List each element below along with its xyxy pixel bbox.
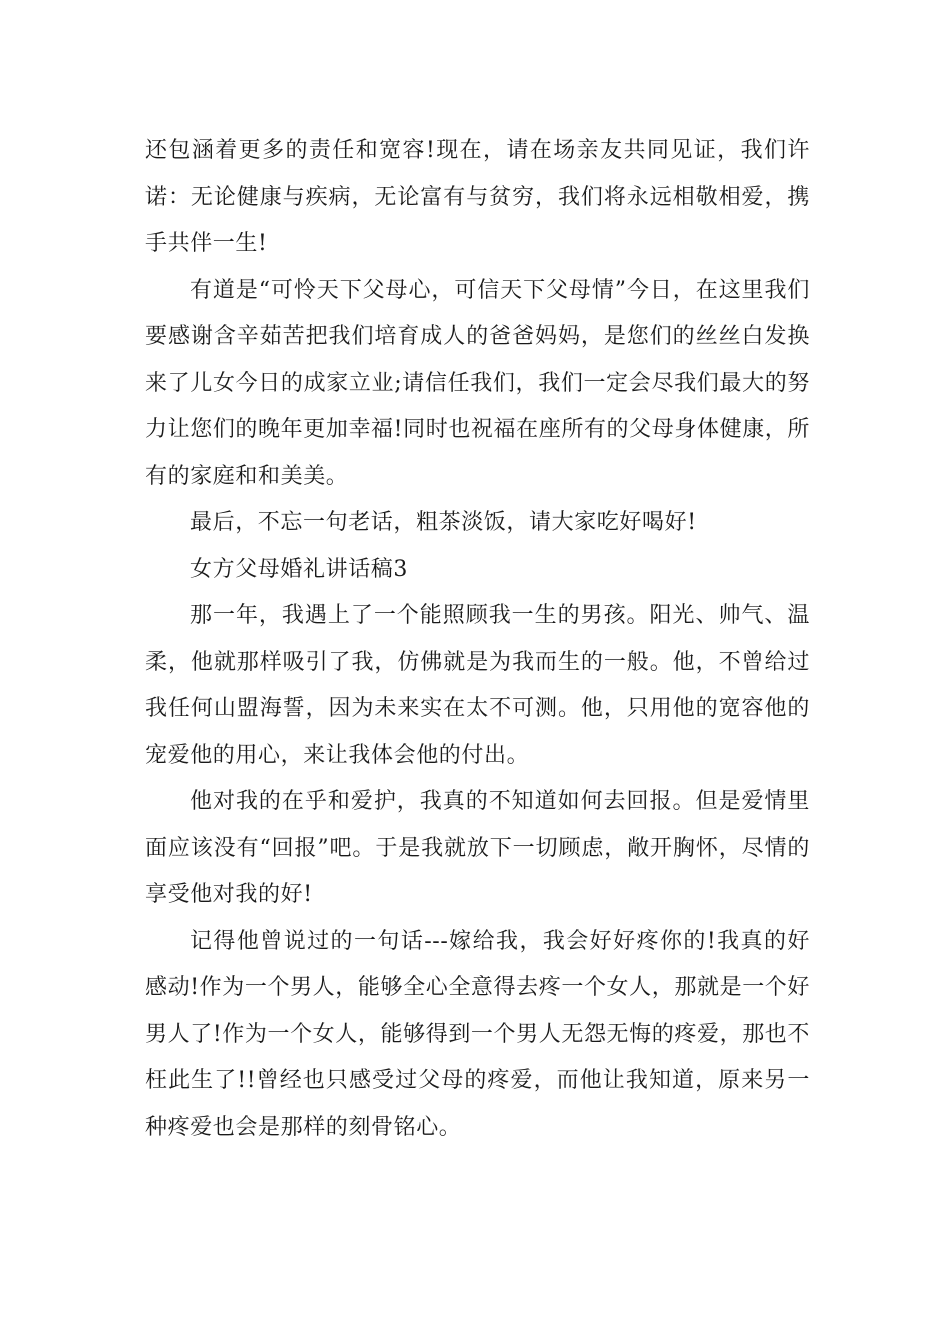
paragraph-thanks-parents: 有道是“可怜天下父母心，可信天下父母情”今日，在这里我们要感谢含辛茹苦把我们培育成人的爸爸妈妈，是您们的丝丝白发换来了儿女今日的成家立业;请信任我们，我们一定会尽我们最大的努力让您们的晚年更加幸福!同时也祝福在座所有的父母身体健康，所有的家庭和和美美。: [145, 277, 810, 489]
paragraph-meeting: 那一年，我遇上了一个能照顾我一生的男孩。阳光、帅气、温柔，他就那样吸引了我，仿佛就是为我而生的一般。他，不曾给过我任何山盟海誓，因为未来实在太不可测。他，只用他的宽容他的宠爱他的用心，来让我体会他的付出。: [145, 603, 810, 768]
paragraph-memory: 记得他曾说过的一句话---嫁给我，我会好好疼你的!我真的好感动!作为一个男人，能够全心全意得去疼一个女人，那就是一个好男人了!作为一个女人，能够得到一个男人无怨无悔的疼爱，那也不枉此生了!!曾经也只感受过父母的疼爱，而他让我知道，原来另一种疼爱也会是那样的刻骨铭心。: [145, 928, 810, 1140]
section-heading: 女方父母婚礼讲话稿3: [190, 556, 408, 582]
document-body: [145, 128, 810, 1151]
paragraph-care: 他对我的在乎和爱护，我真的不知道如何去回报。但是爱情里面应该没有“回报”吧。于是我就放下一切顾虑，敞开胸怀，尽情的享受他对我的好!: [145, 789, 810, 907]
paragraph-vows: 还包涵着更多的责任和宽容!现在，请在场亲友共同见证，我们许诺：无论健康与疾病，无论富有与贫穷，我们将永远相敬相爱，携手共伴一生!: [145, 138, 810, 256]
paragraph-closing: 最后，不忘一句老话，粗茶淡饭，请大家吃好喝好!: [190, 510, 697, 535]
